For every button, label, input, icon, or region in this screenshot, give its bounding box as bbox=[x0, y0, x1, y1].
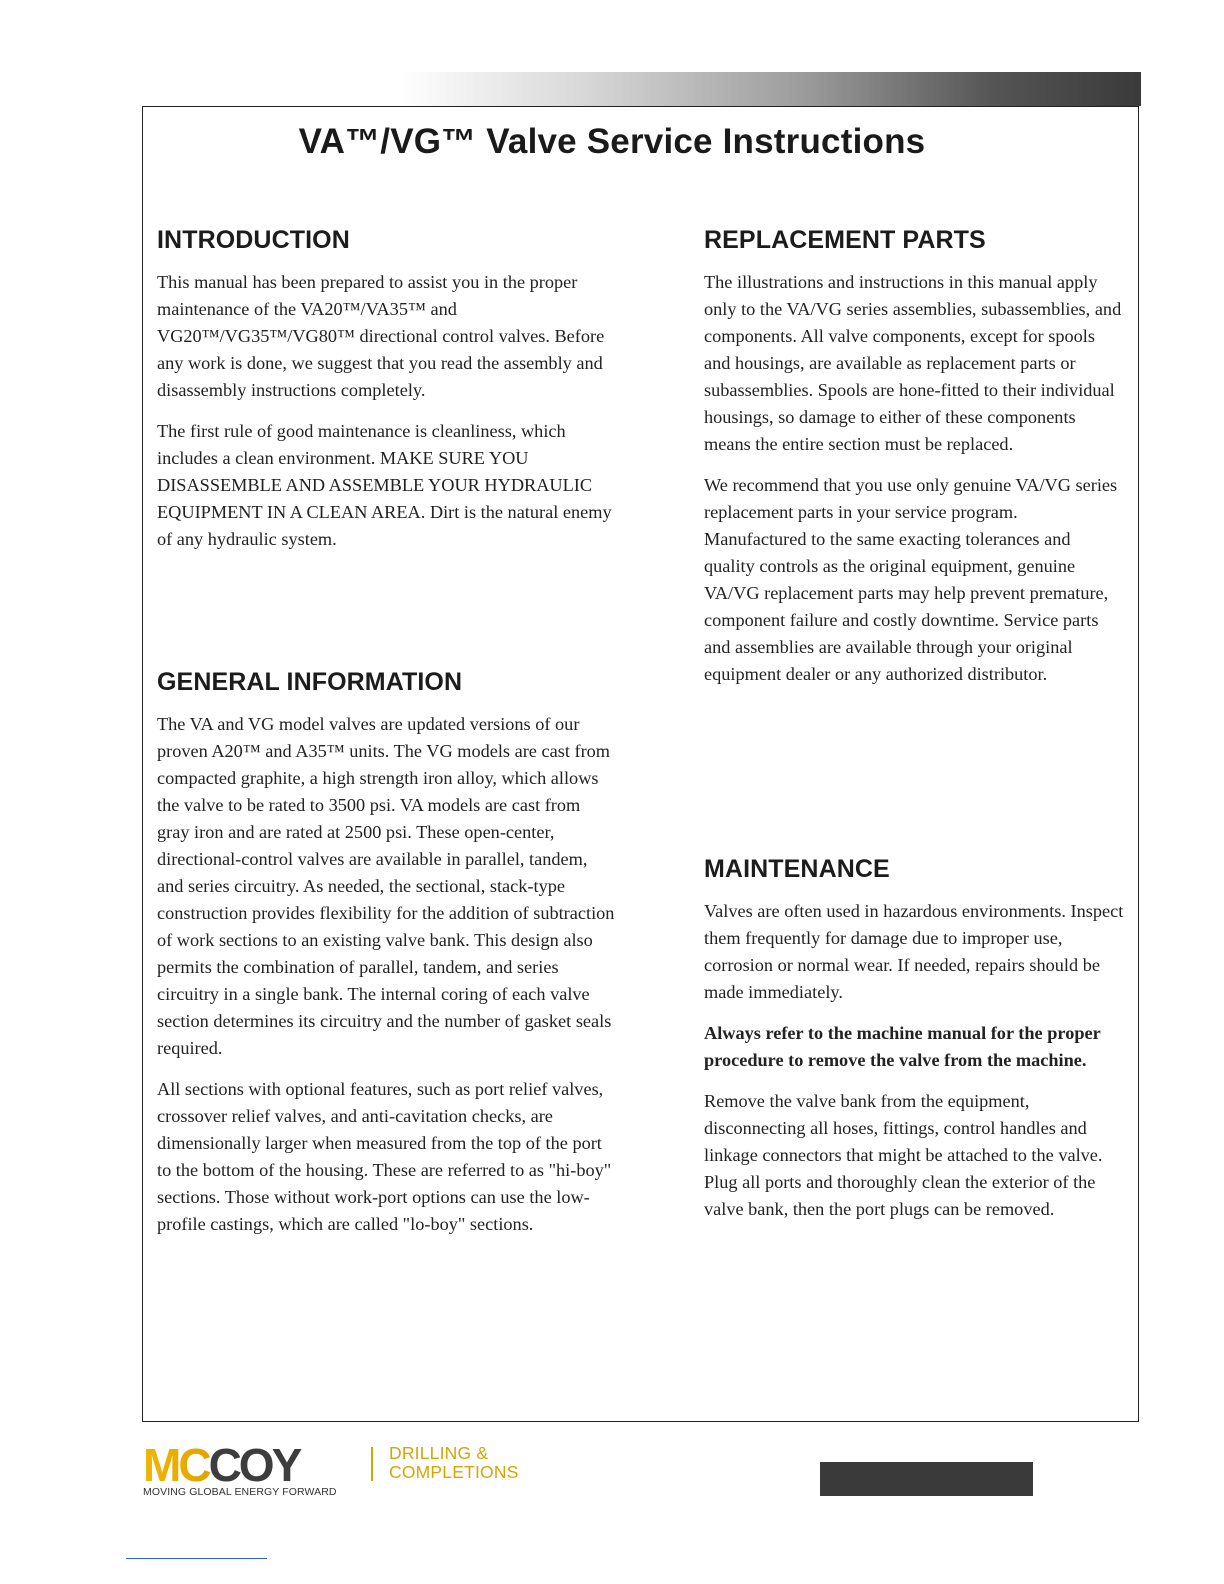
division-name bbox=[389, 1444, 519, 1482]
logo-tagline: MOVING GLOBAL ENERGY FORWARD bbox=[143, 1486, 337, 1498]
paragraph: All sections with optional features, such as port relief valves, crossover relief valves, and anti-cavitation checks, are dimensionally larger when measured from the top of the port to the bottom of the housing. These are referred to as "hi-boy" sections. Those without work-port options can use the low-profile castings, which are called "lo-boy" sections. bbox=[157, 1079, 612, 1234]
page-title: VA™/VG™ Valve Service Instructions bbox=[298, 122, 926, 161]
paragraph: We recommend that you use only genuine VA/VG series replacement parts in your service program. Manufactured to the same exacting tolerances and quality controls as the original equipment, genuine VA/VG replacement parts may help prevent premature, component failure and costly downtime. Service parts and assemblies are available through your original equipment dealer or any authorized distributor. bbox=[704, 475, 1118, 684]
division-line-1: DRILLING & bbox=[389, 1443, 489, 1463]
section-replacement-parts bbox=[704, 226, 1124, 702]
section-heading: REPLACEMENT PARTS bbox=[704, 226, 986, 254]
paragraph: Valves are often used in hazardous environments. Inspect them frequently for damage due to improper use, corrosion or normal wear. If needed, repairs should be made immediately. bbox=[704, 901, 1124, 1002]
section-maintenance bbox=[704, 855, 1124, 1237]
logo-wordmark: MCCOY bbox=[143, 1444, 300, 1491]
section-heading: MAINTENANCE bbox=[704, 855, 890, 883]
division-line-2: COMPLETIONS bbox=[389, 1462, 519, 1482]
paragraph: The illustrations and instructions in this manual apply only to the VA/VG series assemblies, subassemblies, and components. All valve components, except for spools and housings, are available as replacement parts or subassemblies. Spools are hone-fitted to their individual housings, so damage to either of these components means the entire section must be replaced. bbox=[704, 272, 1122, 454]
paragraph: The first rule of good maintenance is cleanliness, which includes a clean environment. MAKE SURE YOU DISASSEMBLE AND ASSEMBLE YOUR HYDRAULIC EQUIPMENT IN A CLEAN AREA. Dirt is the natural enemy of any hydraulic system. bbox=[157, 421, 612, 549]
section-heading: GENERAL INFORMATION bbox=[157, 668, 463, 696]
section-heading: INTRODUCTION bbox=[157, 226, 350, 254]
paragraph-emphasis: Always refer to the machine manual for the proper procedure to remove the valve from the machine. bbox=[704, 1023, 1101, 1070]
logo-divider bbox=[371, 1447, 373, 1481]
paragraph: The VA and VG model valves are updated versions of our proven A20™ and A35™ units. The VG models are cast from compacted graphite, a high strength iron alloy, which allows the valve to be rated to 3500 psi. VA models are cast from gray iron and are rated at 2500 psi. These open-center, directional-control valves are available in parallel, tandem, and series circuitry. As needed, the sectional, stack-type construction provides flexibility for the addition of subtraction of work sections to an existing valve bank. This design also permits the combination of parallel, tandem, and series circuitry in a single bank. The internal coring of each valve section determines its circuitry and the number of gasket seals required. bbox=[157, 714, 615, 1058]
section-introduction bbox=[157, 226, 617, 567]
bottom-link-line bbox=[126, 1558, 267, 1559]
paragraph: This manual has been prepared to assist you in the proper maintenance of the VA20™/VA35™ and VG20™/VG35™/VG80™ directional control valves. Before any work is done, we suggest that you read the assembly and disassembly instructions completely. bbox=[157, 272, 605, 400]
header-gradient-band bbox=[400, 72, 1141, 106]
section-general-information bbox=[157, 668, 617, 1252]
footer-dark-bar bbox=[820, 1462, 1033, 1496]
paragraph: Remove the valve bank from the equipment, disconnecting all hoses, fittings, control handles and linkage connectors that might be attached to the valve. Plug all ports and thoroughly clean the exterior of the valve bank, then the port plugs can be removed. bbox=[704, 1091, 1103, 1219]
